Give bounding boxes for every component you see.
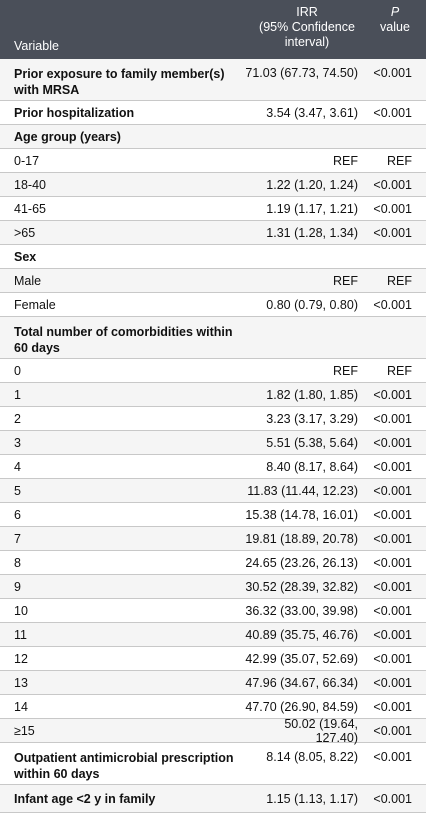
- row-irr-value: REF: [333, 273, 358, 288]
- row-variable-label: 6: [14, 507, 21, 522]
- header-irr: [250, 2, 364, 59]
- table-row: [0, 125, 426, 149]
- table-row: [0, 245, 426, 269]
- row-p-value: <0.001: [373, 387, 412, 402]
- row-irr-value: 24.65 (23.26, 26.13): [245, 555, 358, 570]
- row-variable-label: 8: [14, 555, 21, 570]
- table-body: [0, 59, 426, 813]
- row-irr-value: 1.19 (1.17, 1.21): [266, 201, 358, 216]
- row-irr-value: REF: [333, 153, 358, 168]
- header-variable-label: Variable: [14, 39, 59, 53]
- table-row: [0, 101, 426, 125]
- table-row: [0, 173, 426, 197]
- row-p-value: REF: [387, 363, 412, 378]
- table-row: [0, 431, 426, 455]
- table-row: [0, 359, 426, 383]
- table-row: [0, 527, 426, 551]
- row-variable-label: 12: [14, 651, 28, 666]
- row-p-value: <0.001: [373, 555, 412, 570]
- row-irr-value: 3.54 (3.47, 3.61): [266, 105, 358, 120]
- table-row: [0, 221, 426, 245]
- table-row: [0, 407, 426, 431]
- row-irr-value: 8.14 (8.05, 8.22): [266, 750, 358, 764]
- row-irr-value: 36.32 (33.00, 39.98): [245, 603, 358, 618]
- row-irr-value: [244, 245, 364, 268]
- table-row: [0, 575, 426, 599]
- row-irr-value: 15.38 (14.78, 16.01): [245, 507, 358, 522]
- row-irr-value: 3.23 (3.17, 3.29): [266, 411, 358, 426]
- row-variable-label: 18-40: [14, 177, 46, 192]
- table-row: [0, 785, 426, 813]
- row-variable-label: 13: [14, 675, 28, 690]
- row-variable-label: Age group (years): [14, 129, 121, 144]
- header-p-line2: value: [380, 20, 410, 34]
- row-variable-label: Female: [14, 297, 56, 312]
- row-p-value: [364, 125, 426, 148]
- row-p-value: <0.001: [373, 507, 412, 522]
- row-variable-label: Male: [14, 273, 42, 288]
- row-variable-label: 7: [14, 531, 21, 546]
- table-row: [0, 479, 426, 503]
- row-variable-label: Infant age <2 y in family: [14, 791, 156, 806]
- header-p-line1: P: [390, 5, 400, 19]
- row-irr-value: 0.80 (0.79, 0.80): [266, 297, 358, 312]
- header-irr-line1: IRR: [296, 5, 318, 19]
- table-row: [0, 623, 426, 647]
- row-p-value: <0.001: [373, 791, 412, 806]
- row-irr-value: 50.02 (19.64, 127.40): [284, 716, 358, 745]
- row-p-value: <0.001: [373, 435, 412, 450]
- table-row: [0, 383, 426, 407]
- row-p-value: <0.001: [373, 66, 412, 80]
- row-p-value: <0.001: [373, 483, 412, 498]
- row-irr-value: 30.52 (28.39, 32.82): [245, 579, 358, 594]
- table-row: [0, 269, 426, 293]
- row-variable-label: 9: [14, 579, 21, 594]
- row-variable-label: 5: [14, 483, 21, 498]
- row-p-value: <0.001: [373, 531, 412, 546]
- row-p-value: REF: [387, 153, 412, 168]
- row-p-value: <0.001: [373, 225, 412, 240]
- row-variable-label: 10: [14, 603, 28, 618]
- row-variable-label: 1: [14, 387, 21, 402]
- row-variable-label: Prior hospitalization: [14, 105, 135, 120]
- table-row: [0, 599, 426, 623]
- row-p-value: <0.001: [373, 177, 412, 192]
- row-p-value: <0.001: [373, 750, 412, 764]
- row-irr-value: 1.22 (1.20, 1.24): [266, 177, 358, 192]
- table-row: [0, 59, 426, 101]
- table-row: [0, 503, 426, 527]
- row-p-value: <0.001: [373, 459, 412, 474]
- row-irr-value: 19.81 (18.89, 20.78): [245, 531, 358, 546]
- table-row: [0, 671, 426, 695]
- table-row: [0, 743, 426, 785]
- table-row: [0, 149, 426, 173]
- row-variable-label: Prior exposure to family member(s) with MRSA: [14, 67, 225, 97]
- header-irr-line3: interval): [284, 35, 330, 49]
- row-p-value: <0.001: [373, 411, 412, 426]
- table-row: [0, 695, 426, 719]
- row-irr-value: REF: [333, 363, 358, 378]
- row-p-value: REF: [387, 273, 412, 288]
- row-p-value: <0.001: [373, 105, 412, 120]
- table-row: [0, 455, 426, 479]
- row-variable-label: 0-17: [14, 153, 40, 168]
- row-irr-value: [244, 317, 364, 358]
- row-p-value: <0.001: [373, 651, 412, 666]
- table-row: [0, 293, 426, 317]
- row-variable-label: 3: [14, 435, 21, 450]
- row-irr-value: 1.82 (1.80, 1.85): [266, 387, 358, 402]
- row-variable-label: 4: [14, 459, 21, 474]
- row-variable-label: Outpatient antimicrobial prescription within 60 days: [14, 751, 234, 781]
- row-variable-label: 11: [14, 627, 27, 642]
- row-irr-value: 47.70 (26.90, 84.59): [245, 699, 358, 714]
- row-p-value: <0.001: [373, 603, 412, 618]
- row-variable-label: >65: [14, 225, 36, 240]
- row-irr-value: 42.99 (35.07, 52.69): [245, 651, 358, 666]
- table-row: [0, 716, 426, 745]
- row-irr-value: 8.40 (8.17, 8.64): [266, 459, 358, 474]
- row-p-value: <0.001: [373, 675, 412, 690]
- row-p-value: [364, 317, 426, 358]
- table-row: [0, 197, 426, 221]
- row-variable-label: 2: [14, 411, 21, 426]
- row-variable-label: Total number of comorbidities within 60 days: [14, 325, 233, 355]
- row-p-value: <0.001: [373, 201, 412, 216]
- row-variable-label: Sex: [14, 249, 37, 264]
- row-variable-label: ≥15: [14, 723, 35, 738]
- header-irr-line2: (95% Confidence: [259, 20, 355, 34]
- row-variable-label: 41-65: [14, 201, 46, 216]
- row-irr-value: 47.96 (34.67, 66.34): [245, 675, 358, 690]
- row-p-value: <0.001: [373, 579, 412, 594]
- row-variable-label: 0: [14, 363, 21, 378]
- row-irr-value: 5.51 (5.38, 5.64): [266, 435, 358, 450]
- row-irr-value: 1.15 (1.13, 1.17): [266, 791, 358, 806]
- table-row: [0, 551, 426, 575]
- row-p-value: <0.001: [373, 723, 412, 738]
- row-irr-value: 40.89 (35.75, 46.76): [245, 627, 358, 642]
- row-p-value: [364, 245, 426, 268]
- row-irr-value: [244, 125, 364, 148]
- table-row: [0, 647, 426, 671]
- row-p-value: <0.001: [373, 699, 412, 714]
- header-p-value: [364, 2, 426, 59]
- row-irr-value: 1.31 (1.28, 1.34): [266, 225, 358, 240]
- row-p-value: <0.001: [373, 627, 412, 642]
- row-p-value: <0.001: [373, 297, 412, 312]
- row-irr-value: 71.03 (67.73, 74.50): [245, 66, 358, 80]
- table-row: [0, 317, 426, 359]
- row-variable-label: 14: [14, 699, 28, 714]
- header-variable: [0, 2, 250, 59]
- row-irr-value: 11.83 (11.44, 12.23): [247, 483, 358, 498]
- table-header: [0, 0, 426, 59]
